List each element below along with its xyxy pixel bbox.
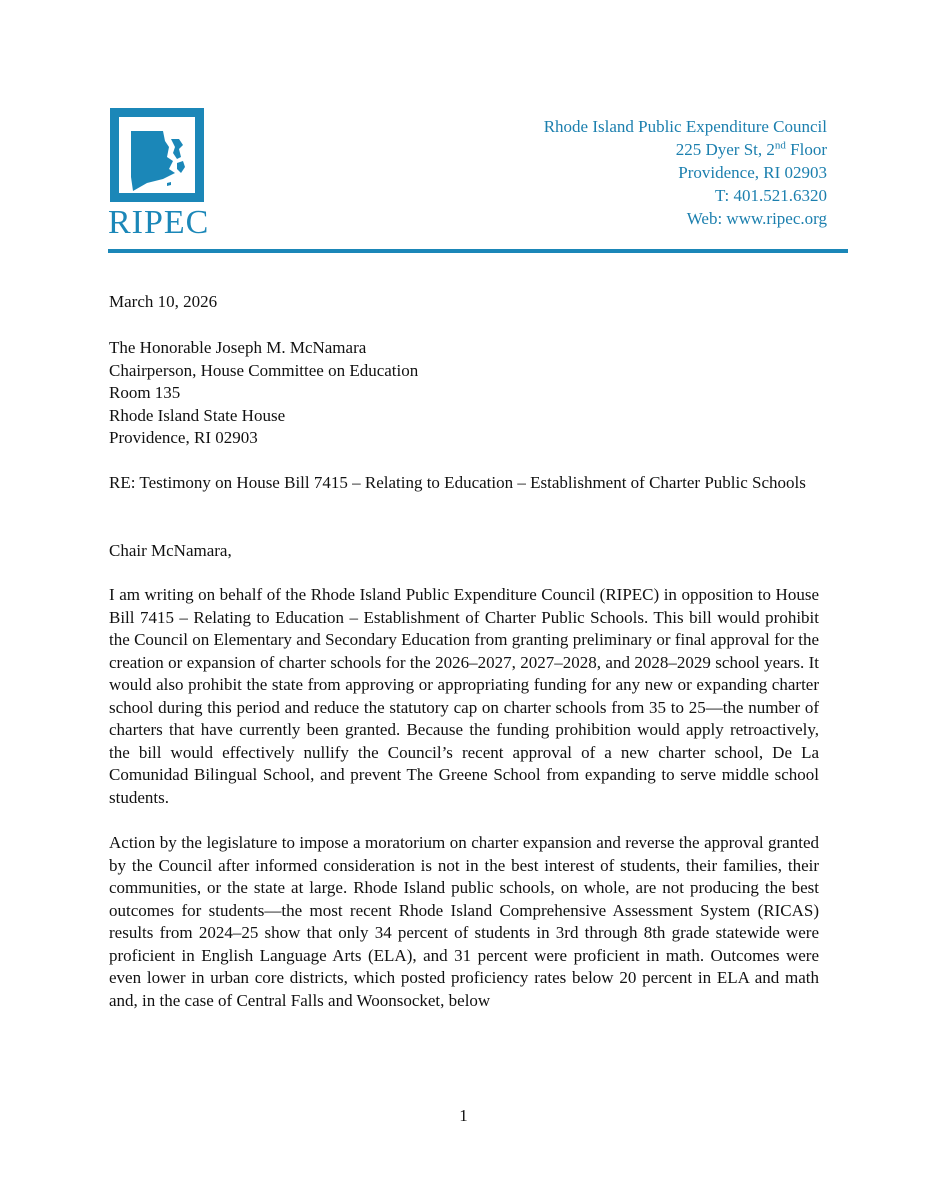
- org-name: Rhode Island Public Expenditure Council: [543, 117, 827, 136]
- recipient-block: [109, 337, 819, 450]
- recipient-line: The Honorable Joseph M. McNamara: [109, 338, 367, 357]
- ripec-logo: [110, 108, 204, 202]
- subject-line: RE: Testimony on House Bill 7415 – Relating to Education – Establishment of Charter Public Schools: [109, 473, 806, 492]
- recipient-line: Room 135: [109, 383, 181, 402]
- recipient-line: Rhode Island State House: [109, 405, 286, 425]
- org-phone: T: 401.521.6320: [714, 186, 827, 205]
- body-paragraph: Action by the legislature to impose a moratorium on charter expansion and reverse the approval granted by the Council after informed consideration is not in the best interest of students, their families, their communities, or the state at large. Rhode Island public schools, on whole, are not producing the best outcomes for students—the most recent Rhode Island Comprehensive Assessment System (RICAS) results from 2024–25 show that only 34 percent of students in 3rd through 8th grade statewide were proficient in English Language Arts (ELA), and 31 percent were proficient in math. Outcomes were even lower in urban core districts, which posted proficiency rates below 20 percent in ELA and math and, in the case of Central Falls and Woonsocket, below: [109, 833, 819, 1010]
- logo-inner-frame: [119, 117, 195, 193]
- recipient-line: Providence, RI 02903: [109, 428, 258, 447]
- recipient-line: Chairperson, House Committee on Education: [109, 360, 419, 380]
- org-web[interactable]: Web: www.ripec.org: [686, 209, 827, 228]
- logo-wordmark: RIPEC: [108, 204, 210, 241]
- letterhead-divider: [108, 249, 848, 253]
- org-address: 225 Dyer St, 2nd Floor: [675, 139, 827, 159]
- page-number: 1: [459, 1106, 468, 1125]
- org-city: Providence, RI 02903: [678, 163, 827, 182]
- salutation: Chair McNamara,: [109, 541, 232, 560]
- body-paragraph: I am writing on behalf of the Rhode Island Public Expenditure Council (RIPEC) in opposition to House Bill 7415 – Relating to Education – Establishment of Charter Public Schools. This bill would prohibit the Council on Elementary and Secondary Education from granting preliminary or final approval for the creation or expansion of charter schools for the 2026–2027, 2027–2028, and 2028–2029 school years. It would also prohibit the state from approving or appropriating funding for any new or expanding charter school during this period and reduce the statutory cap on charter schools from 35 to 25—the number of charters that have currently been granted. Because the funding prohibition would apply retroactively, the bill would effectively nullify the Council’s recent approval of a new charter school, De La Comunidad Bilingual School, and prevent The Greene School from expanding to serve middle school students.: [109, 585, 819, 807]
- rhode-island-map-icon: [119, 117, 195, 193]
- letter-date: March 10, 2026: [109, 292, 218, 311]
- org-contact-block: [544, 115, 827, 230]
